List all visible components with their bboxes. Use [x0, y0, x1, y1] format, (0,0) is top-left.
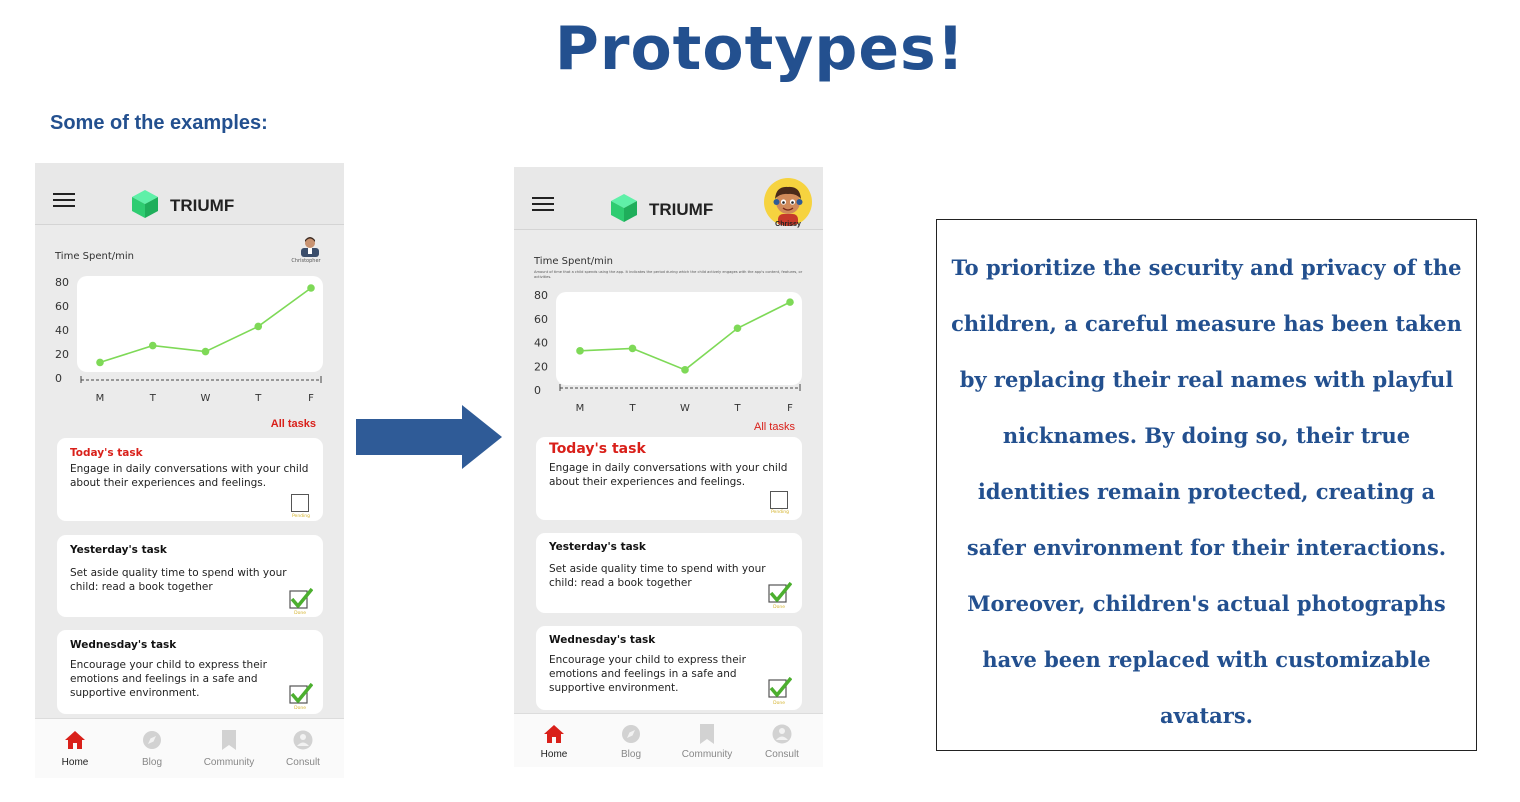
task-card-yesterday[interactable]	[536, 533, 802, 613]
task-checkbox[interactable]	[291, 494, 309, 512]
task-status: Done	[294, 611, 306, 616]
user-nickname: Chrissy	[775, 221, 801, 228]
all-tasks-link[interactable]: All tasks	[754, 421, 795, 433]
chart-info-note: Amount of time that a child spends using the app. It indicates the period during which the child actively engages with the app's content, features, or activities.	[534, 270, 803, 279]
triumf-logo-icon	[608, 192, 640, 224]
nav-home[interactable]	[524, 723, 584, 760]
data-point	[254, 323, 262, 331]
task-card-today[interactable]	[536, 437, 802, 520]
prototype-after-screen	[514, 167, 823, 767]
task-title: Today's task	[549, 441, 646, 457]
nav-label: Community	[203, 757, 255, 768]
x-tick-label: T	[734, 403, 741, 414]
task-status: Pending	[771, 510, 789, 515]
task-title: Today's task	[70, 447, 143, 459]
triumf-logo-icon	[129, 188, 161, 220]
task-body: Engage in daily conversations with your child about their experiences and feelings.	[549, 462, 788, 488]
y-tick-label: 80	[534, 289, 548, 302]
nav-label: Consult	[765, 749, 799, 760]
app-name: TRIUMF	[170, 196, 235, 215]
task-card-yesterday[interactable]	[57, 535, 323, 617]
y-tick-label: 60	[55, 300, 69, 313]
task-status: Done	[294, 706, 306, 711]
y-tick-label: 20	[55, 348, 69, 361]
chart-label: Time Spent/min	[55, 251, 134, 262]
chart-plot-area	[556, 292, 802, 385]
time-spent-chart	[514, 287, 823, 417]
y-tick-label: 20	[534, 360, 548, 374]
task-done-check-icon[interactable]	[289, 682, 313, 706]
y-tick-label: 0	[55, 372, 62, 385]
bottom-nav	[514, 713, 823, 767]
user-photo-avatar[interactable]	[301, 235, 319, 257]
data-point	[307, 284, 315, 292]
nav-label: Home	[540, 749, 568, 760]
y-tick-label: 60	[534, 312, 548, 326]
consult-icon	[292, 729, 314, 751]
home-icon	[543, 723, 565, 745]
menu-icon[interactable]	[532, 197, 554, 211]
slide-subtitle: Some of the examples:	[50, 112, 268, 134]
x-tick-label: W	[680, 403, 690, 414]
nav-home[interactable]	[45, 729, 105, 768]
data-point	[202, 348, 210, 356]
task-done-check-icon[interactable]	[768, 581, 792, 605]
task-status: Done	[773, 605, 785, 610]
task-title: Wednesday's task	[70, 639, 177, 651]
x-tick-label: F	[787, 403, 793, 414]
nav-community[interactable]	[677, 723, 737, 760]
x-tick-label: W	[200, 393, 211, 404]
app-name: TRIUMF	[649, 200, 714, 219]
consult-icon	[771, 723, 793, 745]
task-title: Yesterday's task	[70, 544, 167, 556]
task-body: Set aside quality time to spend with your child: read a book together	[549, 563, 766, 589]
task-title: Yesterday's task	[549, 541, 646, 553]
privacy-info-text: To prioritize the security and privacy of the children, a careful measure has been taken by replacing their real names with playful nicknames. By doing so, their true identities remain protected, creating a safer environment for their interactions. Moreover, children's actual photographs have been replaced with customizable avatars.	[951, 255, 1462, 728]
nav-label: Home	[61, 757, 89, 768]
x-tick-label: T	[255, 393, 262, 404]
data-point	[576, 347, 584, 355]
task-checkbox[interactable]	[770, 491, 788, 509]
y-tick-label: 40	[55, 324, 69, 337]
home-icon	[64, 729, 86, 751]
task-body: Encourage your child to express their emotions and feelings in a safe and supportive environment.	[549, 654, 746, 694]
data-point	[734, 324, 742, 332]
y-tick-label: 0	[534, 384, 541, 397]
data-point	[96, 359, 104, 367]
task-done-check-icon[interactable]	[289, 587, 313, 611]
nav-consult[interactable]	[273, 729, 333, 768]
x-tick-label: M	[575, 403, 585, 414]
x-tick-label: F	[308, 393, 314, 404]
task-done-check-icon[interactable]	[768, 676, 792, 700]
task-card-wednesday[interactable]	[57, 630, 323, 714]
cartoon-avatar-icon	[764, 178, 812, 226]
task-body: Engage in daily conversations with your child about their experiences and feelings.	[70, 463, 309, 489]
user-name: Christopher	[291, 258, 321, 264]
compass-icon	[141, 729, 163, 751]
time-spent-chart	[35, 268, 344, 408]
nav-consult[interactable]	[752, 723, 812, 760]
task-card-wednesday[interactable]	[536, 626, 802, 710]
x-tick-label: T	[629, 403, 636, 414]
task-body: Set aside quality time to spend with your child: read a book together	[70, 567, 287, 593]
bottom-nav	[35, 718, 344, 778]
data-point	[629, 345, 637, 353]
bookmark-icon	[696, 723, 718, 745]
nav-label: Blog	[141, 757, 162, 768]
nav-community[interactable]	[199, 729, 259, 768]
slide-title: Prototypes!	[554, 14, 966, 84]
chart-label: Time Spent/min	[534, 256, 613, 267]
nav-label: Blog	[620, 749, 641, 760]
task-status: Pending	[292, 514, 310, 519]
all-tasks-link[interactable]: All tasks	[270, 418, 316, 430]
y-tick-label: 40	[534, 336, 548, 350]
x-tick-label: T	[149, 393, 156, 404]
compass-icon	[620, 723, 642, 745]
x-tick-label: M	[95, 393, 105, 404]
prototype-before-screen	[35, 163, 344, 778]
data-point	[786, 298, 794, 306]
app-header	[514, 167, 823, 230]
data-point	[149, 342, 157, 350]
bookmark-icon	[218, 729, 240, 751]
app-header	[35, 163, 344, 225]
data-point	[681, 366, 689, 374]
nav-blog[interactable]	[122, 729, 182, 768]
menu-icon[interactable]	[53, 193, 75, 207]
task-status: Done	[773, 701, 785, 706]
task-title: Wednesday's task	[549, 634, 656, 646]
privacy-info-box	[936, 219, 1477, 751]
nav-label: Consult	[286, 757, 320, 768]
cartoon-avatar[interactable]	[764, 178, 812, 226]
nav-blog[interactable]	[601, 723, 661, 760]
y-tick-label: 80	[55, 276, 69, 289]
task-body: Encourage your child to express their emotions and feelings in a safe and supportive environment.	[70, 659, 267, 699]
nav-label: Community	[681, 749, 733, 760]
task-card-today[interactable]	[57, 438, 323, 521]
transition-arrow-icon	[356, 405, 502, 469]
